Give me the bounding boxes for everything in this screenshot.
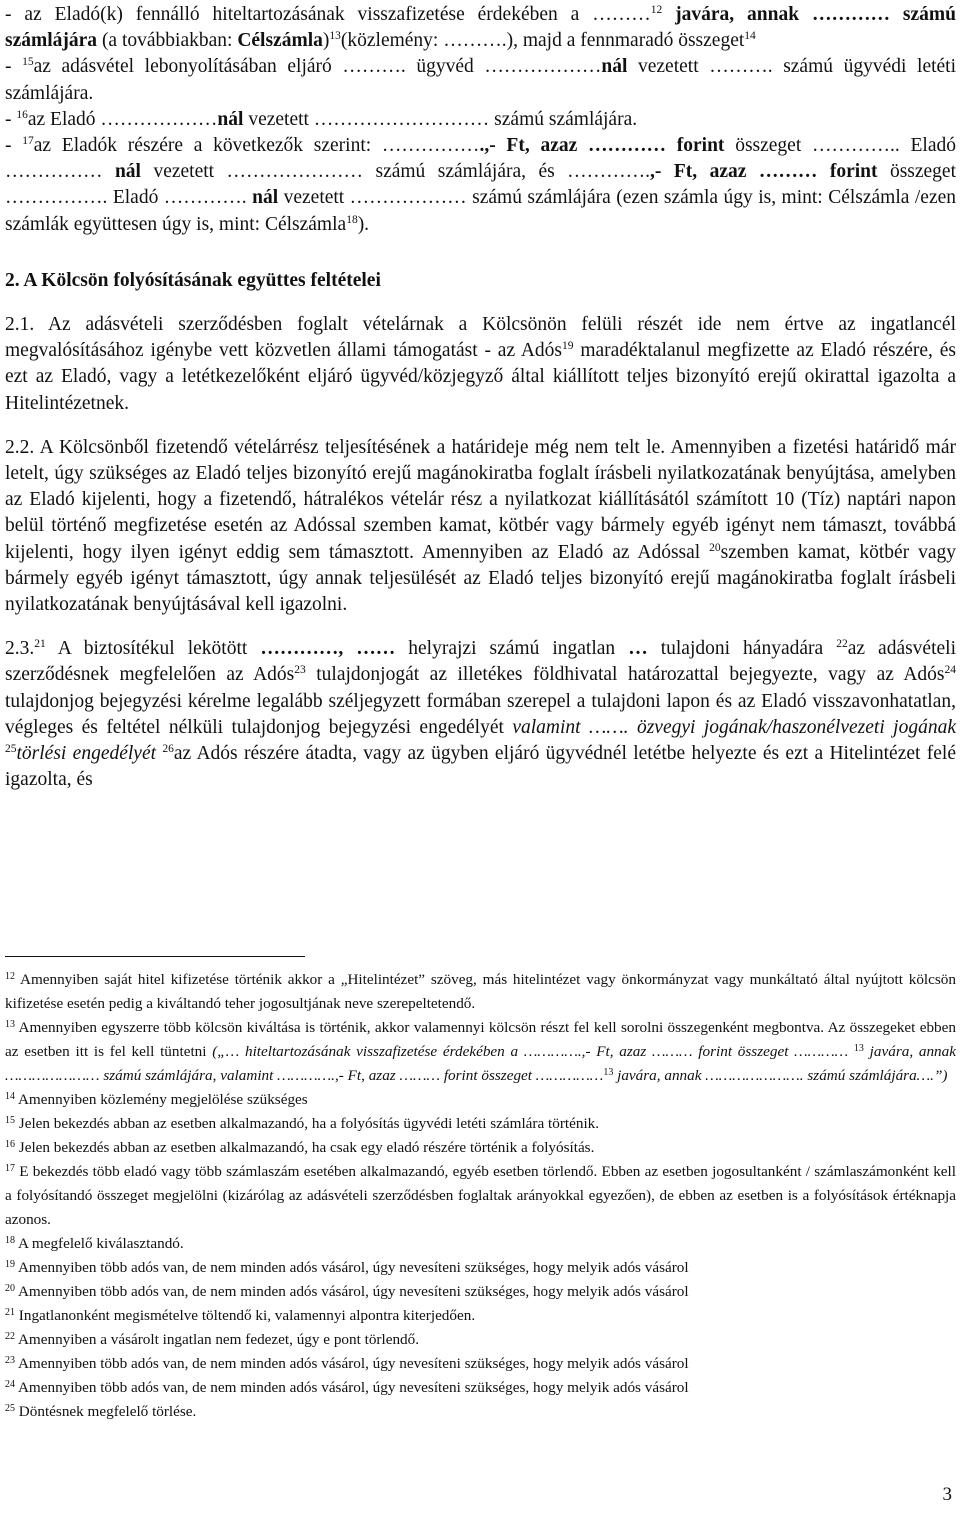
footnote-ref[interactable]: 25 xyxy=(5,743,17,756)
footnote-25: $^{25}$ Döntésnek megfelelő törlése. xyxy=(5,1403,197,1420)
footnote-21: $^{21}$ Ingatlanonként megismételve töltendő ki, valamennyi alpontra kiterjedően. xyxy=(5,1307,476,1324)
footnote-ref[interactable]: 23 xyxy=(294,664,306,677)
footnote-ref[interactable]: 16 xyxy=(16,108,28,121)
payment-clause-multiple-sellers: - $^{17}$az Eladók részére a következők szerint: …………….,- Ft, azaz ………… forint összeget ………….. Eladó …………… nál vezetett ………………… számú számlájára, és ………….,- Ft, azaz ……… forint összeget ……………. Eladó …………. nál vezetett ……………… számú számlájára (ezen számla úgy is, mint: Célszámla /ezen számlák együttesen úgy is, mint: Célszámla$^{18}$). xyxy=(5,135,957,235)
footnote-ref[interactable]: 12 xyxy=(650,4,663,16)
footnote-15: $^{15}$ Jelen bekezdés abban az esetben alkalmazandó, ha a folyósítás ügyvédi letéti számlára történik. xyxy=(5,1115,600,1132)
footnote-separator xyxy=(5,956,305,957)
footnote-ref[interactable]: 18 xyxy=(346,213,358,226)
section-2-3: 2.3.21 A biztosítékul lekötött …………, …… helyrajzi számú ingatlan … tulajdoni hányadára $^{22}$az adásvételi szerződésnek megfelelően az Adós$^{23}$ tulajdonjogát az illetékes földhivatal határozattal bejegyezte, vagy az Adós$^{24}$ tulajdonjog bejegyzési kérelme legalább széljegyzett formában szerepel a tulajdoni lapon és az Eladó visszavonhatatlan, végleges és feltétel nélküli tulajdonjog bejegyzési engedélyét valamint ……. özvegyi jogának/haszonélvezeti jogának $^{25}$törlési engedélyét $^{26}$az Adós részére átadta, vagy az ügyben eljáró ügyvédnél letétbe helyezte és ezt a Hitelintézet felé igazolta, és xyxy=(5,638,956,791)
footnotes xyxy=(5,968,956,1424)
main-text xyxy=(5,2,956,793)
payment-clause-single-seller: - $^{16}$az Eladó ………………nál vezetett ……………………… számú számlájára. xyxy=(5,108,638,130)
footnote-ref[interactable]: 24 xyxy=(944,664,956,677)
footnote-ref[interactable]: 21 xyxy=(34,638,46,651)
section-2-1: 2.1. Az adásvételi szerződésben foglalt vételárnak a Kölcsönön felüli részét ide nem értve az ingatlancél megvalósításához igénybe vett közvetlen állami támogatást - az Adós$^{19}$ maradéktalanul megfizette az Eladó részére, és ezt az Eladó, vagy a letétkezelőként eljáró ügyvéd/közjegyző által kiállított teljes bizonyító erejű okirattal igazolta a Hitelintézetnek. xyxy=(5,314,956,414)
footnote-19: $^{19}$ Amennyiben több adós van, de nem minden adós vásárol, úgy nevesíteni szükséges, hogy melyik adós vásárol xyxy=(5,1259,689,1276)
footnote-20: $^{20}$ Amennyiben több adós van, de nem minden adós vásárol, úgy nevesíteni szükséges, hogy melyik adós vásárol xyxy=(5,1283,689,1300)
footnote-18: $^{18}$ A megfelelő kiválasztandó. xyxy=(5,1235,184,1252)
footnote-17: $^{17}$ E bekezdés több eladó vagy több számlaszám esetében alkalmazandó, egyéb esetben törlendő. Ebben az esetben jogosultanként / számlaszámonként kell a folyósítandó összeget megjelölni (kizárólag az adásvételi szerződésben foglaltak arányokkal egyezően), de ebben az esetben is a folyósítások értéknapja azonos. xyxy=(5,1163,956,1228)
footnote-ref[interactable]: 17 xyxy=(22,135,34,148)
footnote-14: $^{14}$ Amennyiben közlemény megjelölése szükséges xyxy=(5,1091,308,1108)
footnote-16: $^{16}$ Jelen bekezdés abban az esetben alkalmazandó, ha csak egy eladó részére történik a folyósítás. xyxy=(5,1139,595,1156)
footnote-ref[interactable]: 13 xyxy=(329,30,341,43)
footnote-ref[interactable]: 22 xyxy=(836,638,848,651)
footnote-12: $^{12}$ Amennyiben saját hitel kifizetése történik akkor a „Hitelintézet” szöveg, más hitelintézet vagy önkormányzat vagy munkáltató által nyújtott kölcsön kifizetése esetén pedig a kiváltandó teher jogosultjának neve szerepeltetendő. xyxy=(5,971,956,1012)
footnote-ref[interactable]: 14 xyxy=(744,30,756,43)
footnote-ref[interactable]: 26 xyxy=(162,743,174,756)
footnote-24: $^{24}$ Amennyiben több adós van, de nem minden adós vásárol, úgy nevesíteni szükséges, hogy melyik adós vásárol xyxy=(5,1379,689,1396)
footnote-22: $^{22}$ Amennyiben a vásárolt ingatlan nem fedezet, úgy e pont törlendő. xyxy=(5,1331,420,1348)
footnote-23: $^{23}$ Amennyiben több adós van, de nem minden adós vásárol, úgy nevesíteni szükséges, hogy melyik adós vásárol xyxy=(5,1355,689,1372)
section-2-2: 2.2. A Kölcsönből fizetendő vételárrész teljesítésének a határideje még nem telt le. Amennyiben a fizetési határidő már letelt, úgy szükséges az Eladó teljes bizonyító erejű magánokiratba foglalt írásbeli nyilatkozatának benyújtása, amelyben az Eladó kijelenti, hogy a fizetendő, hátralékos vételár rész a nyilatkozat kiállításától számított 10 (Tíz) naptári napon belül történő megfizetése esetén az Adóssal szemben kamat, kötbér vagy bármely egyéb igényt nem támaszt, továbbá kijelenti, hogy ilyen igényt eddig sem támasztott. Amennyiben az Eladó az Adóssal $^{20}$szemben kamat, kötbér vagy bármely egyéb igényt támasztott, úgy annak teljesülését az Eladó teljes bizonyító erejű magánokiratba foglalt írásbeli nyilatkozatának benyújtásával kell igazolni. xyxy=(5,436,956,616)
footnote-ref[interactable]: 20 xyxy=(709,541,721,554)
footnote-ref[interactable]: 15 xyxy=(22,56,34,69)
page-number: 3 xyxy=(942,1484,952,1505)
payment-clause-escrow: - $^{15}$az adásvétel lebonyolításában eljáró ………. ügyvéd ………………nál vezetett ………. számú ügyvédi letéti számlájára. xyxy=(5,56,957,104)
section-heading: 2. A Kölcsön folyósításának együttes feltételei xyxy=(5,269,381,291)
footnote-ref[interactable]: 19 xyxy=(562,340,574,353)
payment-clause-credit-account: - az Eladó(k) fennálló hiteltartozásának visszafizetése érdekében a ………$^{12}$ javára, annak ………… számú számlájára (a továbbiakban: Célszámla)$^{13}$(közlemény: ……….), majd a fennmaradó összeget$^{14}$ xyxy=(5,4,956,52)
footnote-13: $^{13}$ Amennyiben egyszerre több kölcsön kiváltása is történik, akkor valamennyi kölcsön részt fel kell sorolni összegenként megbontva. Az összegeket ebben az esetben itt is fel kell tüntetni („… hiteltartozásának visszafizetése érdekében a ………….,- Ft, azaz ……… forint összeget ………… $^{13}$ javára, annak ………………… számú számlájára, valamint ………….,- Ft, azaz ……… forint összeget ……………$^{13}$ javára, annak …………………. számú számlájára….”) xyxy=(5,1019,956,1084)
